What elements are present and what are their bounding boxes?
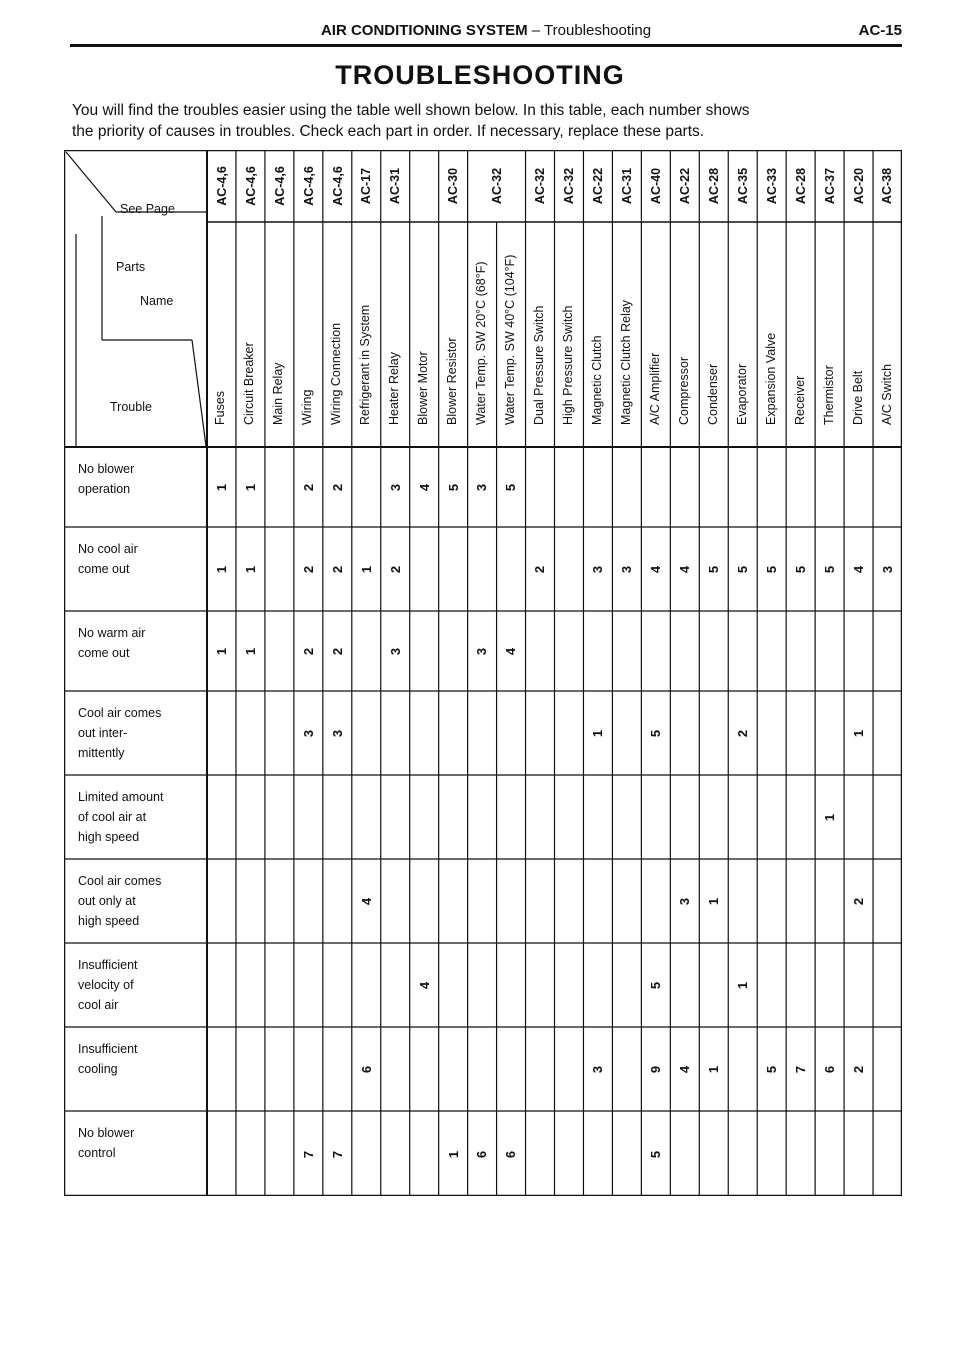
column-part-name: Magnetic Clutch Relay — [618, 299, 633, 425]
priority-cell: 1 — [735, 981, 751, 989]
column-part-name: Refrigerant in System — [358, 304, 373, 425]
priority-cell: 2 — [387, 565, 403, 573]
trouble-label: Insufficient velocity of cool air — [78, 958, 138, 1012]
priority-cell: 5 — [764, 565, 780, 573]
grid-line — [66, 152, 116, 212]
column-page-ref: AC-32 — [533, 167, 548, 205]
priority-cell: 5 — [735, 565, 751, 573]
priority-cell: 1 — [213, 647, 229, 655]
running-head — [70, 22, 902, 42]
priority-cell: 5 — [648, 981, 664, 989]
column-page-ref: AC-38 — [880, 167, 895, 205]
priority-cell: 2 — [851, 897, 867, 905]
priority-cell: 5 — [793, 565, 809, 573]
page-title: TROUBLESHOOTING — [335, 60, 625, 90]
priority-cell: 4 — [416, 483, 432, 491]
priority-cell: 3 — [387, 647, 403, 655]
priority-cell: 2 — [329, 565, 345, 573]
column-page-ref: AC-28 — [793, 167, 808, 205]
column-part-name: Water Temp. SW 40°C (104°F) — [503, 254, 518, 425]
column-part-name: Condenser — [705, 363, 720, 425]
column-part-name: Heater Relay — [387, 352, 402, 425]
column-part-name: Compressor — [676, 356, 691, 425]
priority-cell: 1 — [213, 483, 229, 491]
column-part-name: Circuit Breaker — [242, 342, 257, 425]
corner-see-page: See Page — [120, 202, 175, 216]
column-part-name: Blower Resistor — [445, 337, 460, 425]
priority-cell: 4 — [416, 981, 432, 989]
trouble-label: No cool air come out — [78, 542, 138, 576]
column-part-name: Fuses — [213, 390, 228, 425]
grid-line — [192, 340, 206, 446]
column-page-ref: AC-32 — [489, 167, 504, 205]
priority-cell: 2 — [532, 565, 548, 573]
intro-line: You will find the troubles easier using the table well shown below. In this table, each number shows — [72, 102, 750, 119]
column-part-name: A/C Switch — [879, 363, 894, 425]
column-part-name: A/C Amplifier — [647, 352, 662, 425]
priority-cell: 5 — [648, 729, 664, 737]
column-part-name: Wiring Connection — [329, 322, 344, 425]
priority-cell: 1 — [213, 565, 229, 573]
priority-cell: 1 — [706, 1065, 722, 1073]
priority-cell: 5 — [764, 1065, 780, 1073]
subsection-title: – Troubleshooting — [531, 22, 652, 39]
priority-cell: 1 — [242, 565, 258, 573]
priority-cell: 6 — [358, 1065, 374, 1073]
column-page-ref: AC-33 — [764, 167, 779, 205]
column-part-name: Dual Pressure Switch — [532, 305, 546, 425]
column-page-ref: AC-22 — [590, 167, 605, 205]
priority-cell: 4 — [851, 565, 867, 573]
column-page-ref: AC-31 — [619, 167, 634, 205]
priority-cell: 2 — [300, 565, 316, 573]
running-head-title — [70, 22, 902, 39]
priority-cell: 5 — [648, 1150, 664, 1158]
priority-cell: 2 — [300, 647, 316, 655]
priority-cell: 2 — [851, 1065, 867, 1073]
column-page-ref: AC-30 — [446, 167, 461, 205]
intro-paragraph — [72, 100, 912, 142]
priority-cell: 4 — [503, 647, 519, 655]
column-page-ref: AC-31 — [388, 167, 403, 205]
column-part-name: Blower Motor — [416, 351, 431, 425]
column-page-ref: AC-4,6 — [301, 166, 316, 206]
priority-cell: 7 — [329, 1150, 345, 1158]
column-page-ref: AC-28 — [706, 167, 721, 205]
corner-name: Name — [140, 294, 174, 308]
column-page-ref: AC-35 — [735, 167, 750, 205]
column-part-name: Thermistor — [821, 365, 836, 425]
column-page-ref: AC-20 — [851, 167, 866, 205]
priority-cell: 9 — [648, 1065, 664, 1073]
priority-cell: 1 — [358, 565, 374, 573]
priority-cell: 4 — [648, 565, 664, 573]
corner-trouble: Trouble — [110, 400, 152, 414]
priority-cell: 1 — [242, 483, 258, 491]
priority-cell: 1 — [822, 813, 838, 821]
column-part-name: Main Relay — [271, 362, 286, 425]
column-part-name: Magnetic Clutch — [589, 335, 604, 425]
column-part-name: High Pressure Switch — [560, 305, 575, 425]
intro-line: the priority of causes in troubles. Check each part in order. If necessary, replace these parts. — [72, 123, 705, 140]
priority-cell: 3 — [300, 729, 316, 737]
column-page-ref: AC-4,6 — [272, 166, 287, 206]
priority-cell: 4 — [358, 897, 374, 905]
column-page-ref: AC-32 — [561, 167, 576, 205]
priority-cell: 2 — [329, 647, 345, 655]
section-title: AIR CONDITIONING SYSTEM — [320, 22, 528, 39]
priority-cell: 1 — [590, 729, 606, 737]
column-part-name: Drive Belt — [850, 370, 865, 425]
priority-cell: 2 — [735, 729, 751, 737]
column-page-ref: AC-4,6 — [214, 166, 229, 206]
column-page-ref: AC-17 — [359, 167, 374, 205]
trouble-label: Cool air comes out inter- mittently — [78, 706, 162, 760]
priority-cell: 1 — [242, 647, 258, 655]
priority-cell: 3 — [880, 565, 896, 573]
troubleshooting-table — [64, 150, 902, 1196]
priority-cell: 5 — [822, 565, 838, 573]
priority-cell: 4 — [677, 1065, 693, 1073]
column-page-ref: AC-4,6 — [330, 166, 345, 206]
page-number: AC-15 — [858, 22, 902, 39]
column-part-name: Receiver — [792, 375, 807, 425]
column-part-name: Water Temp. SW 20°C (68°F) — [474, 261, 489, 425]
priority-cell: 3 — [590, 565, 606, 573]
trouble-label: No warm air come out — [78, 626, 146, 660]
priority-cell: 6 — [503, 1150, 519, 1158]
column-part-name: Expansion Valve — [763, 332, 778, 425]
priority-cell: 2 — [329, 483, 345, 491]
priority-cell: 5 — [503, 483, 519, 491]
priority-cell: 7 — [300, 1150, 316, 1158]
trouble-label: Cool air comes out only at high speed — [78, 874, 162, 928]
priority-cell: 6 — [474, 1150, 490, 1158]
priority-cell: 3 — [329, 729, 345, 737]
trouble-label: Limited amount of cool air at high speed — [78, 790, 164, 844]
trouble-label: No blower control — [78, 1126, 135, 1160]
priority-cell: 4 — [677, 565, 693, 573]
priority-cell: 1 — [851, 729, 867, 737]
priority-cell: 3 — [474, 483, 490, 491]
header-rule — [70, 44, 902, 47]
priority-cell: 3 — [387, 483, 403, 491]
priority-cell: 3 — [474, 647, 490, 655]
priority-cell: 5 — [706, 565, 722, 573]
trouble-label: No blower operation — [78, 462, 135, 496]
priority-cell: 1 — [706, 897, 722, 905]
priority-cell: 1 — [445, 1150, 461, 1158]
column-page-ref: AC-22 — [677, 167, 692, 205]
column-page-ref: AC-40 — [648, 167, 663, 205]
priority-cell: 3 — [619, 565, 635, 573]
column-part-name: Wiring — [300, 389, 315, 425]
column-part-name: Evaporator — [734, 363, 749, 425]
priority-cell: 5 — [445, 483, 461, 491]
priority-cell: 7 — [793, 1065, 809, 1073]
priority-cell: 3 — [677, 897, 693, 905]
column-page-ref: AC-37 — [822, 167, 837, 205]
corner-parts: Parts — [116, 260, 146, 274]
priority-cell: 2 — [300, 483, 316, 491]
priority-cell: 3 — [590, 1065, 606, 1073]
column-page-ref: AC-4,6 — [243, 166, 258, 206]
priority-cell: 6 — [822, 1065, 838, 1073]
trouble-label: Insufficient cooling — [78, 1042, 138, 1076]
